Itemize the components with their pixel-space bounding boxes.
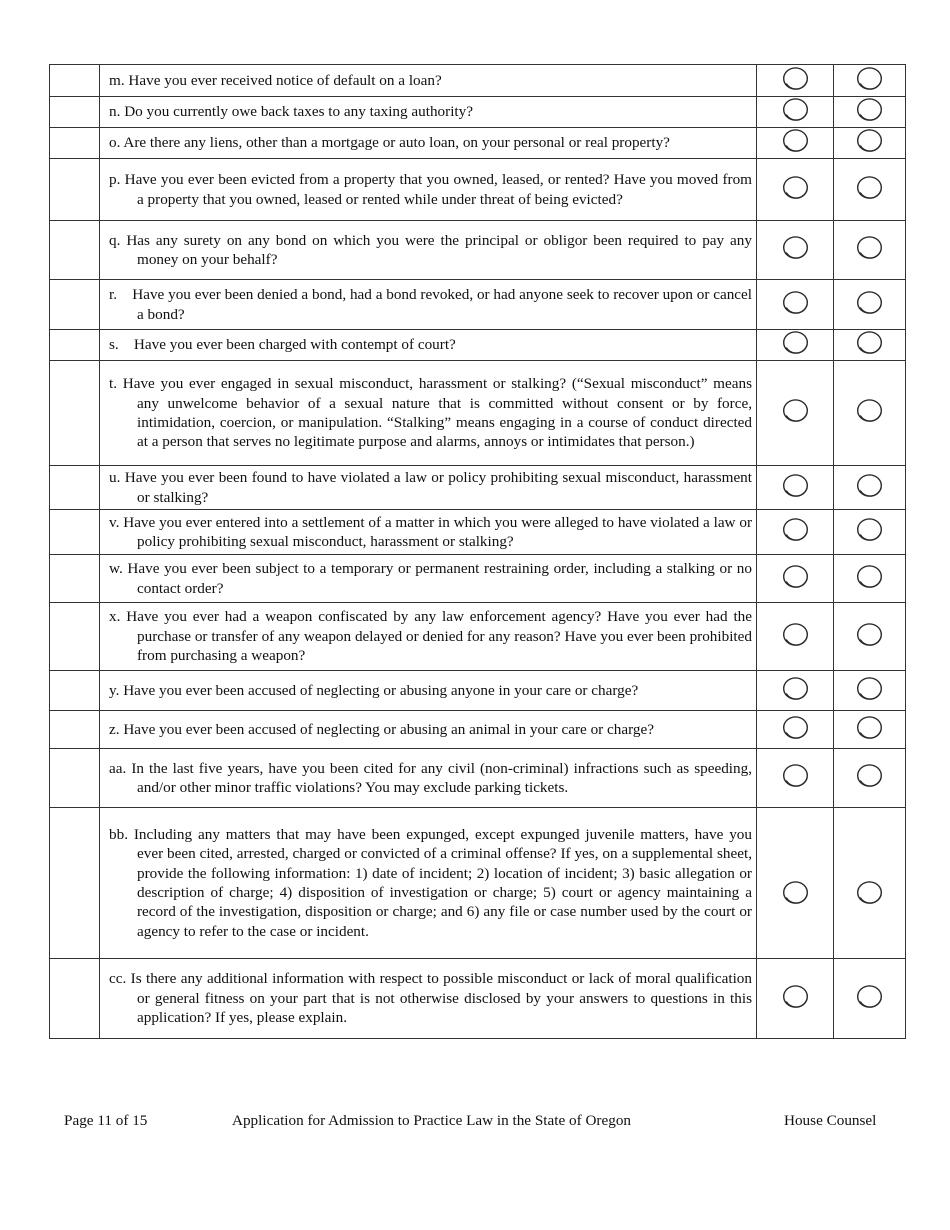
question-row-cc — [50, 959, 906, 1039]
question-cell — [100, 221, 757, 280]
no-radio-w[interactable] — [856, 564, 883, 589]
radio-circle-icon — [782, 880, 809, 905]
question-row-v — [50, 510, 906, 555]
radio-circle-icon — [856, 128, 883, 153]
no-radio-o[interactable] — [856, 128, 883, 153]
question-cell — [100, 361, 757, 466]
no-radio-aa[interactable] — [856, 763, 883, 788]
radio-circle-icon — [782, 235, 809, 260]
question-cell — [100, 749, 757, 808]
question-text-aa: aa. In the last five years, have you been cited for any civil (non-criminal) infractions such as speeding, and/or other minor traffic violations? You may exclude parking tickets. — [109, 759, 752, 796]
radio-circle-icon — [856, 676, 883, 701]
row-margin-cell — [50, 671, 100, 711]
question-row-u — [50, 466, 906, 510]
question-text-s: s. Have you ever been charged with contempt of court? — [109, 336, 456, 354]
row-margin-cell — [50, 280, 100, 330]
yes-cell — [757, 280, 834, 330]
question-cell — [100, 159, 757, 221]
question-cell — [100, 510, 757, 555]
no-cell — [834, 510, 906, 555]
question-text-u: u. Have you ever been found to have violated a law or policy prohibiting sexual misconduct, harassment or stalking? — [109, 469, 752, 506]
question-text-w: w. Have you ever been subject to a temporary or permanent restraining order, including a stalking or no contact order? — [109, 560, 752, 597]
question-text-t: t. Have you ever engaged in sexual misconduct, harassment or stalking? (“Sexual misconduct” means any unwelcome behavior of a sexual nature that is committed without consent or by force, intimidation, coercion, or manipulation. “Stalking” means engaging in a course of conduct directed at a person that serves no legitimate purpose and alarms, annoys or intimidates that person.) — [109, 375, 752, 451]
radio-circle-icon — [856, 715, 883, 740]
footer-page-number: Page 11 of 15 — [64, 1112, 148, 1129]
row-margin-cell — [50, 221, 100, 280]
row-margin-cell — [50, 97, 100, 128]
radio-circle-icon — [782, 676, 809, 701]
question-cell — [100, 603, 757, 671]
no-radio-q[interactable] — [856, 235, 883, 260]
no-radio-m[interactable] — [856, 66, 883, 91]
no-radio-r[interactable] — [856, 290, 883, 315]
row-margin-cell — [50, 808, 100, 959]
yes-cell — [757, 361, 834, 466]
no-cell — [834, 603, 906, 671]
radio-circle-icon — [782, 330, 809, 355]
yes-radio-cc[interactable] — [782, 984, 809, 1009]
question-text-x: x. Have you ever had a weapon confiscated by any law enforcement agency? Have you ever had the purchase or transfer of any weapon delayed or denied for any reason? Have you ever been prohibited from purchasing a weapon? — [109, 608, 752, 665]
yes-cell — [757, 808, 834, 959]
question-text-r: r. Have you ever been denied a bond, had a bond revoked, or had anyone seek to recover upon or cancel a bond? — [109, 286, 752, 323]
row-margin-cell — [50, 959, 100, 1039]
row-margin-cell — [50, 128, 100, 159]
question-text-bb: bb. Including any matters that may have been expunged, except expunged juvenile matters, have you ever been cited, arrested, charged or convicted of a criminal offense? If yes, on a supplemental sheet, provide the following information: 1) date of incident; 2) location of incident; 3) basic allegation or description of charge; 4) disposition of investigation or charge; 5) court or agency maintaining a record of the investigation, disposition or charge; and 6) any file or case number used by the court or agency to refer to the case or incident. — [109, 825, 752, 940]
yes-radio-aa[interactable] — [782, 763, 809, 788]
question-row-p — [50, 159, 906, 221]
no-cell — [834, 280, 906, 330]
yes-cell — [757, 959, 834, 1039]
yes-radio-r[interactable] — [782, 290, 809, 315]
yes-radio-y[interactable] — [782, 676, 809, 701]
yes-cell — [757, 330, 834, 361]
yes-radio-w[interactable] — [782, 564, 809, 589]
no-radio-y[interactable] — [856, 676, 883, 701]
yes-radio-x[interactable] — [782, 622, 809, 647]
no-cell — [834, 749, 906, 808]
yes-cell — [757, 555, 834, 603]
radio-circle-icon — [856, 330, 883, 355]
questions-table — [49, 64, 906, 1039]
no-radio-t[interactable] — [856, 398, 883, 423]
yes-radio-q[interactable] — [782, 235, 809, 260]
radio-circle-icon — [782, 715, 809, 740]
yes-cell — [757, 711, 834, 749]
radio-circle-icon — [856, 763, 883, 788]
question-text-y: y. Have you ever been accused of neglecting or abusing anyone in your care or charge? — [109, 681, 639, 699]
question-row-r — [50, 280, 906, 330]
no-radio-v[interactable] — [856, 517, 883, 542]
yes-cell — [757, 603, 834, 671]
radio-circle-icon — [782, 97, 809, 122]
question-row-t — [50, 361, 906, 466]
question-row-bb — [50, 808, 906, 959]
questions-table-body — [50, 65, 906, 1039]
row-margin-cell — [50, 711, 100, 749]
no-radio-z[interactable] — [856, 715, 883, 740]
question-cell — [100, 711, 757, 749]
question-row-s — [50, 330, 906, 361]
no-cell — [834, 711, 906, 749]
question-text-cc: cc. Is there any additional information with respect to possible misconduct or lack of moral qualification or general fitness on your part that is not otherwise disclosed by your answers to questions in this application? If yes, please explain. — [109, 970, 752, 1027]
question-cell — [100, 280, 757, 330]
page-footer — [0, 1112, 950, 1134]
yes-radio-u[interactable] — [782, 473, 809, 498]
no-cell — [834, 330, 906, 361]
yes-radio-p[interactable] — [782, 175, 809, 200]
radio-circle-icon — [856, 622, 883, 647]
no-cell — [834, 221, 906, 280]
row-margin-cell — [50, 159, 100, 221]
question-text-q: q. Has any surety on any bond on which you were the principal or obligor been required to pay any money on your behalf? — [109, 231, 752, 268]
radio-circle-icon — [782, 473, 809, 498]
question-text-n: n. Do you currently owe back taxes to any taxing authority? — [109, 103, 473, 121]
question-row-w — [50, 555, 906, 603]
yes-radio-s[interactable] — [782, 330, 809, 355]
row-margin-cell — [50, 361, 100, 466]
radio-circle-icon — [856, 66, 883, 91]
radio-circle-icon — [856, 175, 883, 200]
no-cell — [834, 361, 906, 466]
radio-circle-icon — [856, 564, 883, 589]
yes-cell — [757, 159, 834, 221]
yes-cell — [757, 510, 834, 555]
yes-radio-z[interactable] — [782, 715, 809, 740]
no-radio-bb[interactable] — [856, 880, 883, 905]
radio-circle-icon — [856, 398, 883, 423]
yes-radio-n[interactable] — [782, 97, 809, 122]
question-row-m — [50, 65, 906, 97]
no-cell — [834, 671, 906, 711]
question-text-o: o. Are there any liens, other than a mortgage or auto loan, on your personal or real property? — [109, 134, 670, 152]
radio-circle-icon — [856, 473, 883, 498]
no-cell — [834, 959, 906, 1039]
radio-circle-icon — [856, 97, 883, 122]
yes-cell — [757, 128, 834, 159]
row-margin-cell — [50, 603, 100, 671]
radio-circle-icon — [856, 517, 883, 542]
no-cell — [834, 65, 906, 97]
yes-cell — [757, 671, 834, 711]
question-text-v: v. Have you ever entered into a settlement of a matter in which you were alleged to have violated a law or policy prohibiting sexual misconduct, harassment or stalking? — [109, 513, 752, 550]
question-cell — [100, 671, 757, 711]
radio-circle-icon — [856, 290, 883, 315]
radio-circle-icon — [782, 517, 809, 542]
yes-cell — [757, 65, 834, 97]
question-cell — [100, 128, 757, 159]
radio-circle-icon — [782, 290, 809, 315]
question-cell — [100, 959, 757, 1039]
yes-cell — [757, 97, 834, 128]
question-cell — [100, 555, 757, 603]
row-margin-cell — [50, 65, 100, 97]
row-margin-cell — [50, 510, 100, 555]
radio-circle-icon — [856, 880, 883, 905]
yes-radio-o[interactable] — [782, 128, 809, 153]
no-cell — [834, 555, 906, 603]
radio-circle-icon — [782, 622, 809, 647]
yes-radio-t[interactable] — [782, 398, 809, 423]
radio-circle-icon — [782, 984, 809, 1009]
question-text-z: z. Have you ever been accused of neglecting or abusing an animal in your care or charge? — [109, 720, 654, 738]
no-radio-p[interactable] — [856, 175, 883, 200]
question-row-n — [50, 97, 906, 128]
no-cell — [834, 159, 906, 221]
question-text-p: p. Have you ever been evicted from a property that you owned, leased, or rented? Have you moved from a property that you owned, leased or rented while under threat of being evicted? — [109, 171, 752, 208]
question-cell — [100, 466, 757, 510]
radio-circle-icon — [782, 398, 809, 423]
row-margin-cell — [50, 330, 100, 361]
yes-cell — [757, 221, 834, 280]
no-radio-s[interactable] — [856, 330, 883, 355]
question-row-q — [50, 221, 906, 280]
no-cell — [834, 97, 906, 128]
question-row-x — [50, 603, 906, 671]
no-radio-cc[interactable] — [856, 984, 883, 1009]
no-radio-u[interactable] — [856, 473, 883, 498]
footer-document-title: Application for Admission to Practice Law in the State of Oregon — [232, 1112, 632, 1129]
radio-circle-icon — [782, 564, 809, 589]
yes-radio-v[interactable] — [782, 517, 809, 542]
question-cell — [100, 330, 757, 361]
yes-cell — [757, 749, 834, 808]
radio-circle-icon — [782, 175, 809, 200]
footer-section-name: House Counsel — [784, 1112, 877, 1129]
question-row-y — [50, 671, 906, 711]
no-cell — [834, 808, 906, 959]
yes-cell — [757, 466, 834, 510]
no-cell — [834, 466, 906, 510]
radio-circle-icon — [856, 984, 883, 1009]
radio-circle-icon — [782, 66, 809, 91]
no-cell — [834, 128, 906, 159]
radio-circle-icon — [856, 235, 883, 260]
question-cell — [100, 97, 757, 128]
question-row-aa — [50, 749, 906, 808]
no-radio-x[interactable] — [856, 622, 883, 647]
question-cell — [100, 808, 757, 959]
question-text-m: m. Have you ever received notice of default on a loan? — [109, 71, 442, 89]
question-row-o — [50, 128, 906, 159]
row-margin-cell — [50, 555, 100, 603]
radio-circle-icon — [782, 128, 809, 153]
yes-radio-m[interactable] — [782, 66, 809, 91]
row-margin-cell — [50, 749, 100, 808]
row-margin-cell — [50, 466, 100, 510]
radio-circle-icon — [782, 763, 809, 788]
yes-radio-bb[interactable] — [782, 880, 809, 905]
no-radio-n[interactable] — [856, 97, 883, 122]
question-row-z — [50, 711, 906, 749]
question-cell — [100, 65, 757, 97]
